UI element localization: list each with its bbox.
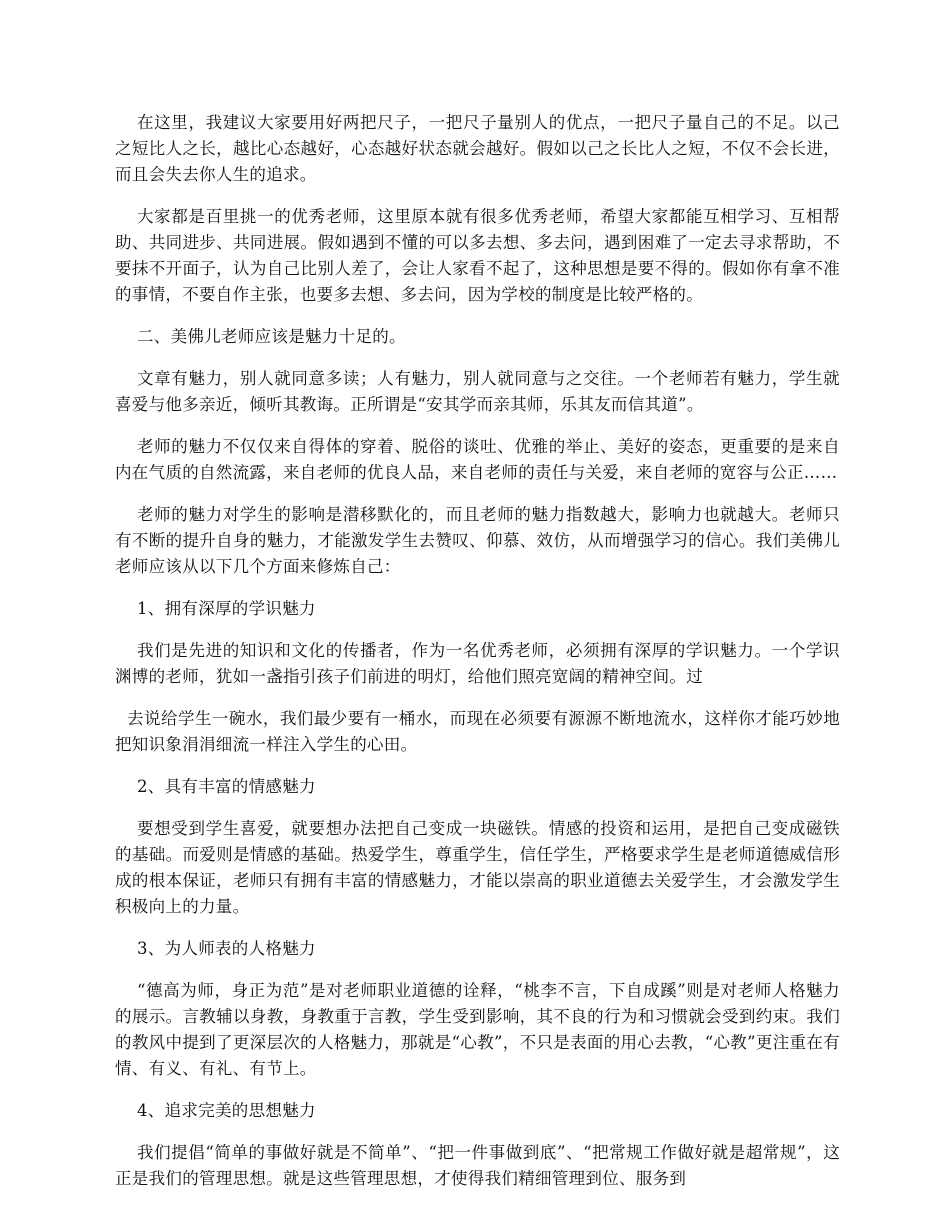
document-body <box>115 110 840 1208</box>
paragraph: 老师的魅力对学生的影响是潜移默化的，而且老师的魅力指数越大，影响力也就越大。老师只有不断的提升自身的魅力，才能激发学生去赞叹、仰慕、效仿，从而增强学习的信心。我们美佛儿老师应该从以下几个方面来修炼自己： <box>115 505 840 576</box>
subsection-heading: 1、拥有深厚的学识魅力 <box>137 599 316 618</box>
paragraph-continued: 去说给学生一碗水，我们最少要有一桶水，而现在必须要有源源不断地流水，这样你才能巧妙地把知识象涓涓细流一样注入学生的心田。 <box>115 709 840 754</box>
paragraph: 我们是先进的知识和文化的传播者，作为一名优秀老师，必须拥有深厚的学识魅力。一个学识渊博的老师，犹如一盏指引孩子们前进的明灯，给他们照亮宽阔的精神空间。过 <box>115 641 840 686</box>
paragraph: “德高为师，身正为范”是对老师职业道德的诠释，“桃李不言，下自成蹊”则是对老师人格魅力的展示。言教辅以身教，身教重于言教，学生受到影响，其不良的行为和习惯就会受到约束。我们的教风中提到了更深层次的人格魅力，那就是“心教”，不只是表面的用心去教，“心教”更注重在有情、有义、有礼、有节上。 <box>115 981 840 1078</box>
paragraph: 要想受到学生喜爱，就要想办法把自己变成一块磁铁。情感的投资和运用，是把自己变成磁铁的基础。而爱则是情感的基础。热爱学生，尊重学生，信任学生，严格要求学生是老师道德威信形成的根本保证，老师只有拥有丰富的情感魅力，才能以崇高的职业道德去关爱学生，才会激发学生积极向上的力量。 <box>115 819 840 916</box>
subsection-heading: 2、具有丰富的情感魅力 <box>137 777 316 796</box>
paragraph: 文章有魅力，别人就同意多读；人有魅力，别人就同意与之交往。一个老师若有魅力，学生就喜爱与他多亲近，倾听其教诲。正所谓是“安其学而亲其师，乐其友而信其道”。 <box>115 369 840 414</box>
paragraph: 老师的魅力不仅仅来自得体的穿着、脱俗的谈吐、优雅的举止、美好的姿态，更重要的是来自内在气质的自然流露，来自老师的优良人品，来自老师的责任与关爱，来自老师的宽容与公正…… <box>115 437 840 482</box>
paragraph: 大家都是百里挑一的优秀老师，这里原本就有很多优秀老师，希望大家都能互相学习、互相帮助、共同进步、共同进展。假如遇到不懂的可以多去想、多去问，遇到困难了一定去寻求帮助，不要抹不开面子，认为自己比别人差了，会让人家看不起了，这种思想是要不得的。假如你有拿不准的事情，不要自作主张，也要多去想、多去问，因为学校的制度是比较严格的。 <box>115 207 840 304</box>
subsection-heading: 4、追求完美的思想魅力 <box>137 1101 316 1120</box>
paragraph: 我们提倡“简单的事做好就是不简单”、“把一件事做到底”、“把常规工作做好就是超常规”，这正是我们的管理思想。就是这些管理思想，才使得我们精细管理到位、服务到 <box>115 1143 840 1188</box>
section-heading: 二、美佛儿老师应该是魅力十足的。 <box>137 327 406 346</box>
paragraph: 在这里，我建议大家要用好两把尺子，一把尺子量别人的优点，一把尺子量自己的不足。以己之短比人之长，越比心态越好，心态越好状态就会越好。假如以己之长比人之短，不仅不会长进，而且会失去你人生的追求。 <box>115 113 840 184</box>
subsection-heading: 3、为人师表的人格魅力 <box>137 939 316 958</box>
